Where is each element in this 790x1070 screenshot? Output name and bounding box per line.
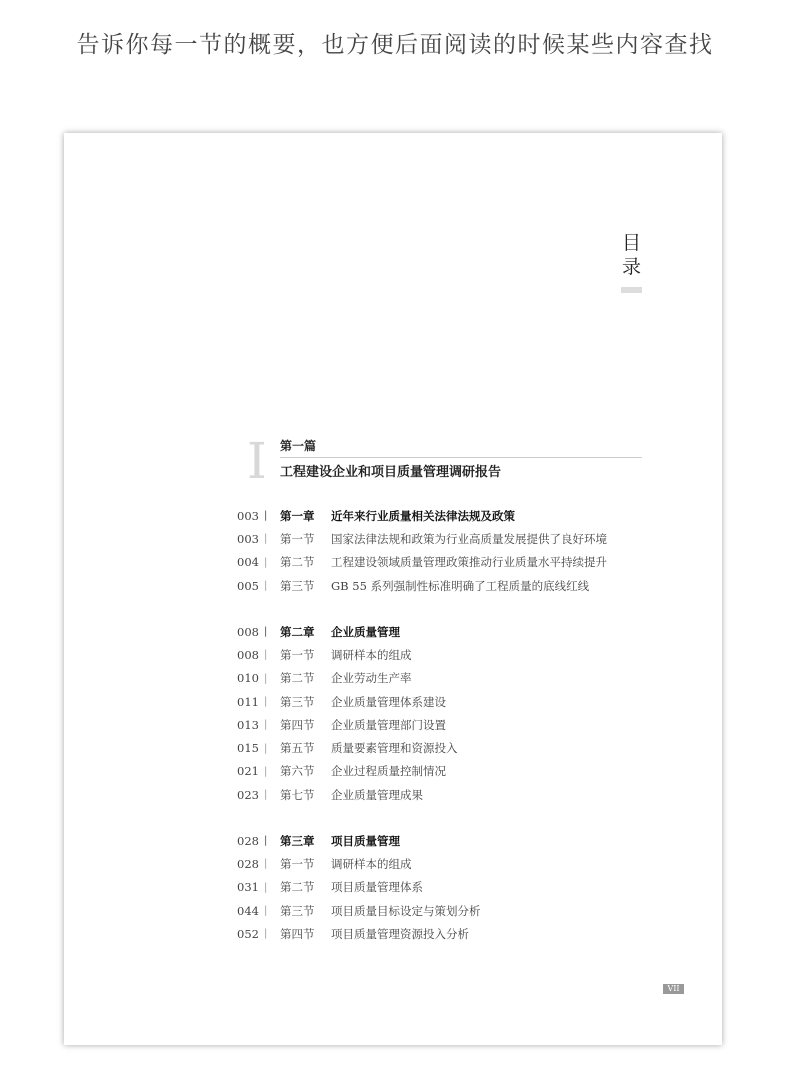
entry-label: 第一节 — [280, 856, 315, 871]
page-number-ref: 015 — [237, 741, 259, 756]
entry-title: 企业劳动生产率 — [331, 671, 412, 686]
part-roman-numeral: I — [247, 432, 267, 490]
separator: | — [264, 533, 268, 545]
toc-heading: 目录 — [622, 232, 642, 278]
separator: | — [264, 719, 268, 731]
entry-title: 近年来行业质量相关法律法规及政策 — [331, 508, 515, 523]
entry-label: 第三节 — [280, 578, 315, 593]
entry-title: 企业质量管理 — [331, 624, 400, 639]
separator: | — [264, 696, 268, 708]
toc-section-row[interactable] — [237, 667, 458, 690]
entry-title: 项目质量管理体系 — [331, 880, 423, 895]
part-label: 第一篇 — [280, 439, 317, 453]
separator: | — [264, 510, 268, 522]
toc-chapter-2 — [237, 620, 458, 806]
page-number-ref: 031 — [237, 880, 259, 895]
entry-title: 项目质量目标设定与策划分析 — [331, 903, 481, 918]
separator: | — [264, 789, 268, 801]
entry-label: 第六节 — [280, 764, 315, 779]
toc-chapter-3 — [237, 829, 481, 945]
page-number-ref: 011 — [237, 694, 259, 709]
entry-label: 第五节 — [280, 741, 315, 756]
entry-title: GB 55 系列强制性标准明确了工程质量的底线红线 — [331, 578, 590, 593]
entry-title: 企业质量管理部门设置 — [331, 717, 446, 732]
toc-chapter-row[interactable] — [237, 829, 481, 852]
entry-label: 第三节 — [280, 903, 315, 918]
entry-label: 第三节 — [280, 694, 315, 709]
entry-title: 国家法律法规和政策为行业高质量发展提供了良好环境 — [331, 531, 607, 546]
separator: | — [264, 835, 268, 847]
page-number-ref: 003 — [237, 531, 259, 546]
entry-title: 企业质量管理体系建设 — [331, 694, 446, 709]
part-title: 工程建设企业和项目质量管理调研报告 — [280, 465, 502, 480]
toc-chapter-1 — [237, 504, 607, 597]
entry-title: 企业质量管理成果 — [331, 787, 423, 802]
toc-section-row[interactable] — [237, 852, 481, 875]
entry-title: 质量要素管理和资源投入 — [331, 741, 458, 756]
toc-section-row[interactable] — [237, 713, 458, 736]
headline: 告诉你每一节的概要，也方便后面阅读的时候某些内容查找 — [76, 32, 714, 58]
entry-label: 第二节 — [280, 671, 315, 686]
toc-section-row[interactable] — [237, 690, 458, 713]
page-number-ref: 028 — [237, 856, 259, 871]
page-number-ref: 044 — [237, 903, 259, 918]
toc-section-row[interactable] — [237, 922, 481, 945]
toc-section-row[interactable] — [237, 783, 458, 806]
entry-title: 调研样本的组成 — [331, 856, 412, 871]
toc-section-row[interactable] — [237, 760, 458, 783]
separator: | — [264, 881, 268, 893]
entry-title: 调研样本的组成 — [331, 647, 412, 662]
toc-chapter-row[interactable] — [237, 504, 607, 527]
separator: | — [264, 580, 268, 592]
entry-title: 工程建设领域质量管理政策推动行业质量水平持续提升 — [331, 555, 607, 570]
separator: | — [264, 858, 268, 870]
entry-label: 第三章 — [280, 833, 315, 848]
page-number-ref: 013 — [237, 717, 259, 732]
page-number-ref: 023 — [237, 787, 259, 802]
entry-label: 第四节 — [280, 926, 315, 941]
entry-label: 第二章 — [280, 624, 315, 639]
page-number-ref: 028 — [237, 833, 259, 848]
entry-label: 第一节 — [280, 647, 315, 662]
entry-label: 第一章 — [280, 508, 315, 523]
part-divider — [280, 457, 642, 458]
entry-title: 项目质量管理资源投入分析 — [331, 926, 469, 941]
separator: | — [264, 742, 268, 754]
page-number-ref: 008 — [237, 624, 259, 639]
page-number-ref: 003 — [237, 508, 259, 523]
entry-title: 项目质量管理 — [331, 833, 400, 848]
entry-label: 第二节 — [280, 555, 315, 570]
toc-section-row[interactable] — [237, 736, 458, 759]
page-number-ref: 010 — [237, 671, 259, 686]
toc-section-row[interactable] — [237, 551, 607, 574]
toc-section-row[interactable] — [237, 643, 458, 666]
separator: | — [264, 649, 268, 661]
separator: | — [264, 928, 268, 940]
toc-section-row[interactable] — [237, 574, 607, 597]
page-number-ref: 052 — [237, 926, 259, 941]
page-number-ref: 021 — [237, 764, 259, 779]
page-number-ref: 004 — [237, 555, 259, 570]
entry-label: 第二节 — [280, 880, 315, 895]
entry-label: 第一节 — [280, 531, 315, 546]
entry-label: 第四节 — [280, 717, 315, 732]
page-number: VII — [663, 984, 684, 994]
entry-label: 第七节 — [280, 787, 315, 802]
toc-section-row[interactable] — [237, 876, 481, 899]
separator: | — [264, 765, 268, 777]
heading-decoration — [621, 287, 642, 293]
book-page — [64, 133, 722, 1045]
page-number-ref: 005 — [237, 578, 259, 593]
separator: | — [264, 556, 268, 568]
separator: | — [264, 672, 268, 684]
toc-section-row[interactable] — [237, 527, 607, 550]
separator: | — [264, 905, 268, 917]
entry-title: 企业过程质量控制情况 — [331, 764, 446, 779]
toc-section-row[interactable] — [237, 899, 481, 922]
page-number-ref: 008 — [237, 647, 259, 662]
toc-chapter-row[interactable] — [237, 620, 458, 643]
separator: | — [264, 626, 268, 638]
